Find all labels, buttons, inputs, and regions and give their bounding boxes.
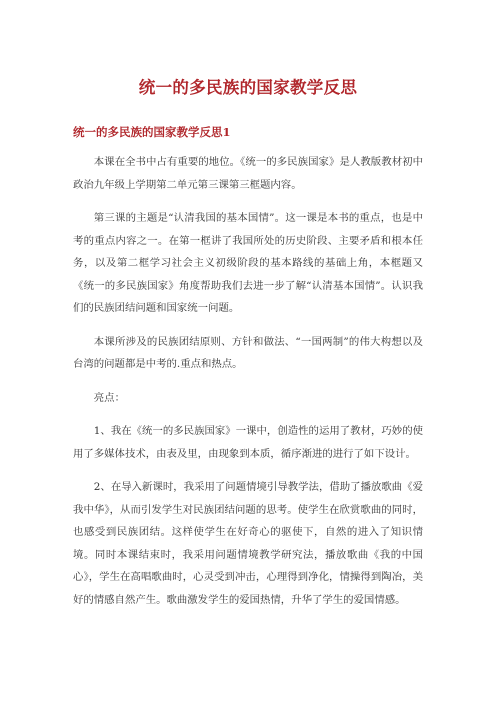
paragraph-highlights-label: 亮点：	[93, 391, 125, 404]
paragraph-theme: 第三课的主题是“认清我国的基本国情”。这一课是本书的重点，也是中考的重点内容之一。在第一框讲了我国所处的历史阶段、主要矛盾和根本任务，以及第二框学习社会主义初级阶段的基本路线的基础上角，本框题又《统一的多民族国家》角度帮助我们去进一步了解“认清基本国情”。认识我们的民族团结问题和国家统一问题。	[73, 212, 423, 314]
section-heading: 统一的多民族的国家教学反思1	[73, 125, 231, 139]
document-title: 统一的多民族的国家教学反思	[138, 78, 358, 97]
paragraph-key-points: 本课所涉及的民族团结原则、方针和做法、“一国两制”的伟大构想以及台湾的问题都是中考的.重点和热点。	[73, 335, 423, 370]
paragraph-highlight-1: 1、我在《统一的多民族国家》一课中，创造性的运用了教材，巧妙的使用了多媒体技术，由表及里，由现象到本质，循序渐进的进行了如下设计。	[73, 425, 423, 460]
paragraph-highlight-2: 2、在导入新课时，我采用了问题情境引导教学法，借助了播放歌曲《爱我中华》，从而引发学生对民族团结问题的思考。使学生在欣赏歌曲的同时，也感受到民族团结。这样使学生在好奇心的驱使下，自然的进入了知识情境。同时本课结束时，我采用问题情境教学研究法，播放歌曲《我的中国心》，学生在高唱歌曲时，心灵受到冲击，心理得到净化，情操得到陶冶，美好的情感自然产生。歌曲激发学生的爱国热情，升华了学生的爱国情感。	[73, 481, 423, 606]
paragraph-intro: 本课在全书中占有重要的地位。《统一的多民族国家》是人教版教材初中政治九年级上学期第二单元第三课第三框题内容。	[73, 156, 423, 191]
document-body	[73, 151, 423, 622]
